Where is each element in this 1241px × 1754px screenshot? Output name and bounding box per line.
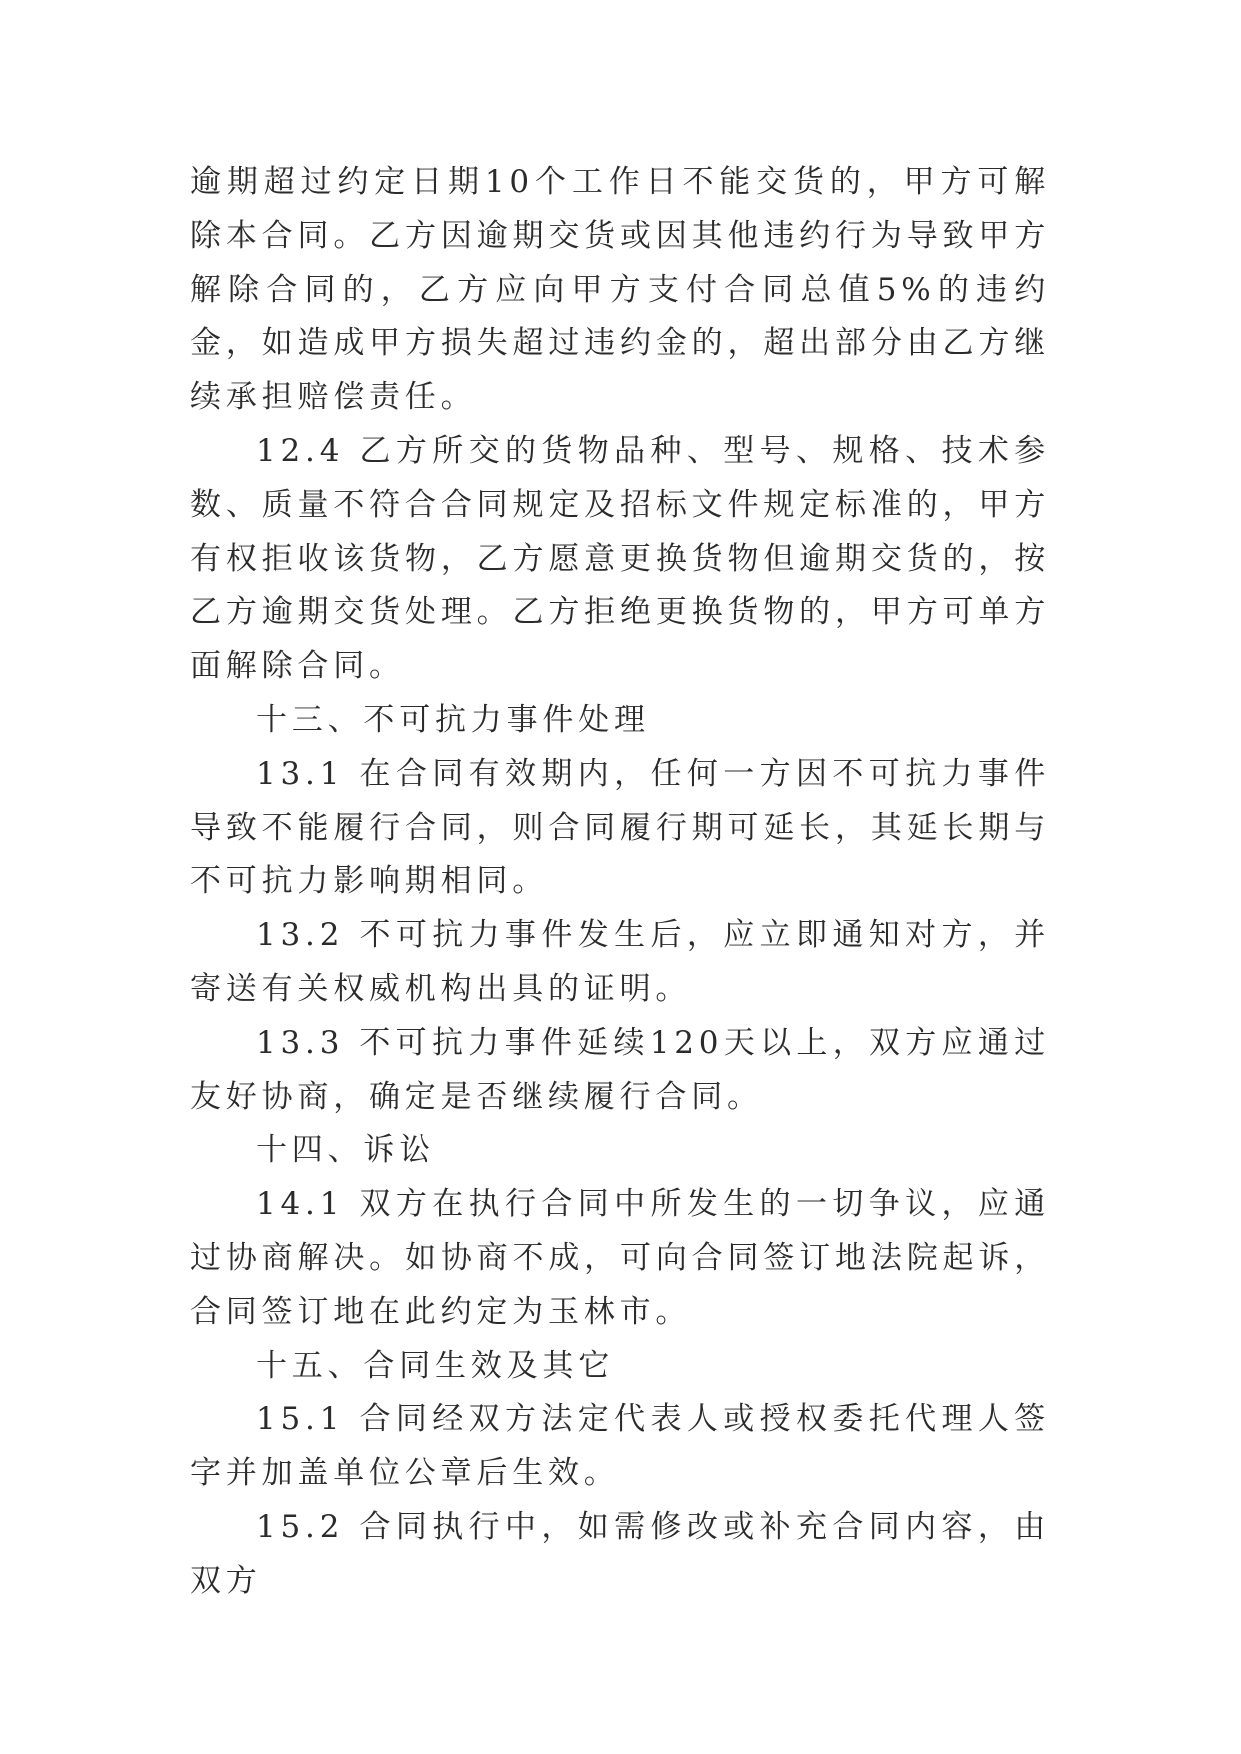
paragraph-15-1: 15.1 合同经双方法定代表人或授权委托代理人签字并加盖单位公章后生效。 (190, 1401, 1050, 1492)
paragraph-13-2: 13.2 不可抗力事件发生后，应立即通知对方，并寄送有关权威机构出具的证明。 (190, 917, 1050, 1007)
contract-body-text (190, 156, 1050, 1609)
paragraph-12-4: 12.4 乙方所交的货物品种、型号、规格、技术参数、质量不符合合同规定及招标文件规定标准的，甲方有权拒收该货物，乙方愿意更换货物但逾期交货的，按乙方逾期交货处理。乙方拒绝更换货物的，甲方可单方面解除合同。 (190, 432, 1050, 685)
paragraph-breach-overdue-delivery: 逾期超过约定日期10个工作日不能交货的，甲方可解除本合同。乙方因逾期交货或因其他违约行为导致甲方解除合同的，乙方应向甲方支付合同总值5%的违约金，如造成甲方损失超过违约金的，超出部分由乙方继续承担赔偿责任。 (190, 164, 1050, 416)
paragraph-14-1: 14.1 双方在执行合同中所发生的一切争议，应通过协商解决。如协商不成，可向合同签订地法院起诉，合同签订地在此约定为玉林市。 (190, 1186, 1050, 1330)
paragraph-13-3: 13.3 不可抗力事件延续120天以上，双方应通过友好协商，确定是否继续履行合同。 (190, 1024, 1050, 1115)
section-heading-14: 十四、诉讼 (256, 1132, 435, 1169)
section-heading-15: 十五、合同生效及其它 (256, 1347, 614, 1384)
section-heading-13: 十三、不可抗力事件处理 (256, 701, 650, 738)
paragraph-15-2: 15.2 合同执行中，如需修改或补充合同内容，由双方 (190, 1508, 1050, 1599)
paragraph-13-1: 13.1 在合同有效期内，任何一方因不可抗力事件导致不能履行合同，则合同履行期可延长，其延长期与不可抗力影响期相同。 (190, 755, 1050, 900)
